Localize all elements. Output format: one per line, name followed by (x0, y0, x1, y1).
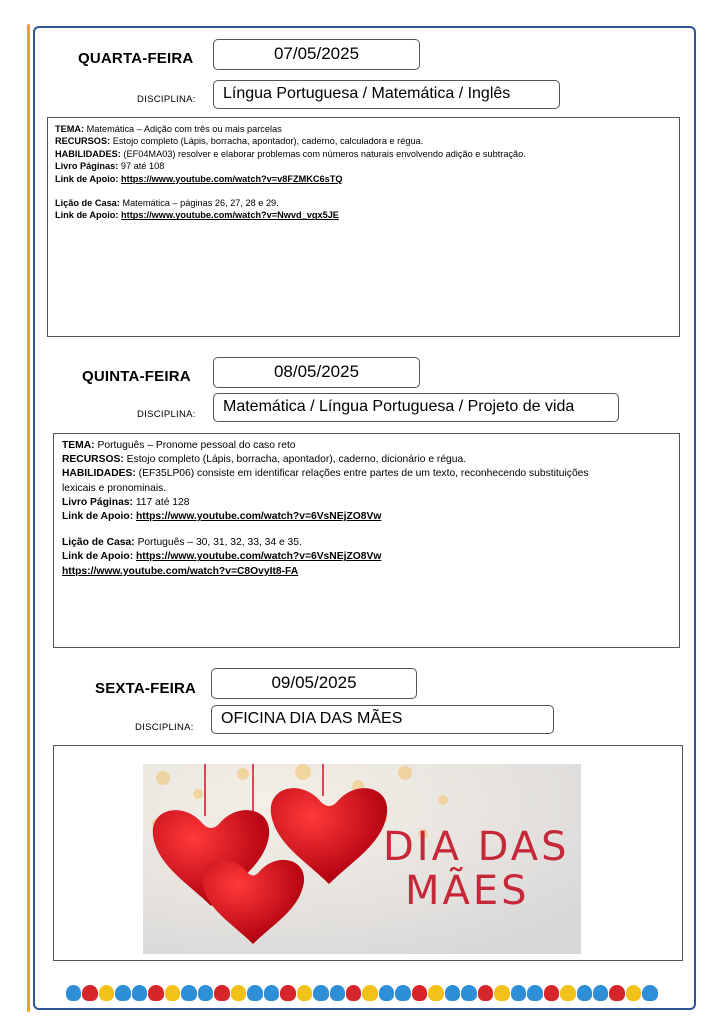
hand-icon (511, 985, 526, 1001)
link-label: Link de Apoio: (55, 210, 119, 221)
hand-icon (379, 985, 394, 1001)
decorative-hands-border (66, 985, 658, 1003)
hand-icon (231, 985, 246, 1001)
discipline-field: OFICINA DIA DAS MÃES (211, 705, 554, 734)
hand-icon (165, 985, 180, 1001)
hand-icon (478, 985, 493, 1001)
support-link[interactable]: https://www.youtube.com/watch?v=6VsNEjZO8Vw (136, 551, 382, 563)
lesson-content (53, 433, 680, 648)
recursos-label: RECURSOS: (62, 454, 124, 466)
hand-icon (412, 985, 427, 1001)
hand-icon (264, 985, 279, 1001)
livro-text: 97 até 108 (120, 161, 165, 172)
hand-icon (280, 985, 295, 1001)
licao-label: Lição de Casa: (62, 537, 135, 549)
discipline-field: Matemática / Língua Portuguesa / Projeto de vida (213, 393, 619, 422)
hand-icon (593, 985, 608, 1001)
hand-icon (445, 985, 460, 1001)
hand-icon (115, 985, 130, 1001)
date-field: 08/05/2025 (213, 357, 420, 388)
discipline-label: DISCIPLINA: (137, 409, 196, 420)
hand-icon (461, 985, 476, 1001)
recursos-label: RECURSOS: (55, 136, 111, 147)
livro-label: Livro Páginas: (62, 496, 133, 508)
hand-icon (82, 985, 97, 1001)
licao-text: Português – 30, 31, 32, 33, 34 e 35. (137, 537, 302, 549)
hand-icon (181, 985, 196, 1001)
recursos-text: Estojo completo (Lápis, borracha, apontador), caderno, dicionário e régua. (126, 454, 467, 466)
mothers-day-image (143, 764, 581, 954)
licao-text: Matemática – páginas 26, 27, 28 e 29. (122, 198, 279, 209)
day-title: QUINTA-FEIRA (82, 368, 191, 385)
recursos-text: Estojo completo (Lápis, borracha, apontador), caderno, calculadora e régua. (112, 136, 424, 147)
hand-icon (99, 985, 114, 1001)
discipline-field: Língua Portuguesa / Matemática / Inglês (213, 80, 560, 109)
hand-icon (198, 985, 213, 1001)
tema-text: Português – Pronome pessoal do caso reto (97, 440, 296, 451)
livro-label: Livro Páginas: (55, 161, 119, 172)
day-title: SEXTA-FEIRA (95, 680, 197, 697)
image-text-line2: MÃES (405, 868, 530, 914)
image-text-line1: DIA DAS (383, 824, 570, 870)
lesson-content (47, 117, 680, 337)
hand-icon (395, 985, 410, 1001)
habilidades-text: (EF35LP06) consiste em identificar relações entre partes de um texto, reconhecendo substituições lexicais e pronominais. (62, 468, 589, 494)
link-label: Link de Apoio: (62, 511, 134, 523)
support-link[interactable]: https://www.youtube.com/watch?v=v8FZMKC6sTQ (121, 173, 343, 184)
hand-icon (346, 985, 361, 1001)
date-field: 07/05/2025 (213, 39, 420, 70)
hand-icon (544, 985, 559, 1001)
support-link[interactable]: https://www.youtube.com/watch?v=6VsNEjZO8Vw (136, 511, 382, 523)
livro-text: 117 até 128 (135, 496, 190, 508)
hand-icon (642, 985, 657, 1001)
link-label: Link de Apoio: (62, 551, 134, 563)
hand-icon (66, 985, 81, 1001)
hand-icon (214, 985, 229, 1001)
tema-label: TEMA: (55, 124, 85, 134)
habilidades-label: HABILIDADES: (55, 148, 121, 159)
hand-icon (560, 985, 575, 1001)
hand-icon (494, 985, 509, 1001)
discipline-label: DISCIPLINA: (135, 722, 194, 733)
hand-icon (313, 985, 328, 1001)
hand-icon (132, 985, 147, 1001)
habilidades-label: HABILIDADES: (62, 468, 136, 480)
hand-icon (297, 985, 312, 1001)
hand-icon (577, 985, 592, 1001)
hand-icon (626, 985, 641, 1001)
habilidades-text: (EF04MA03) resolver e elaborar problemas com números naturais envolvendo adição e subtração. (123, 148, 526, 159)
licao-label: Lição de Casa: (55, 198, 120, 209)
date-field: 09/05/2025 (211, 668, 417, 699)
hand-icon (148, 985, 163, 1001)
accent-line (27, 24, 30, 1012)
hand-icon (609, 985, 624, 1001)
support-link[interactable]: https://www.youtube.com/watch?v=C8OvyIt8-FA (62, 565, 299, 577)
discipline-label: DISCIPLINA: (137, 94, 196, 105)
tema-label: TEMA: (62, 440, 95, 451)
hand-icon (247, 985, 262, 1001)
hand-icon (428, 985, 443, 1001)
hand-icon (330, 985, 345, 1001)
day-title: QUARTA-FEIRA (78, 50, 194, 67)
support-link[interactable]: https://www.youtube.com/watch?v=Nwvd_vgx5JE (121, 210, 339, 221)
tema-text: Matemática – Adição com três ou mais parcelas (86, 124, 282, 134)
link-label: Link de Apoio: (55, 173, 119, 184)
hand-icon (527, 985, 542, 1001)
hand-icon (362, 985, 377, 1001)
